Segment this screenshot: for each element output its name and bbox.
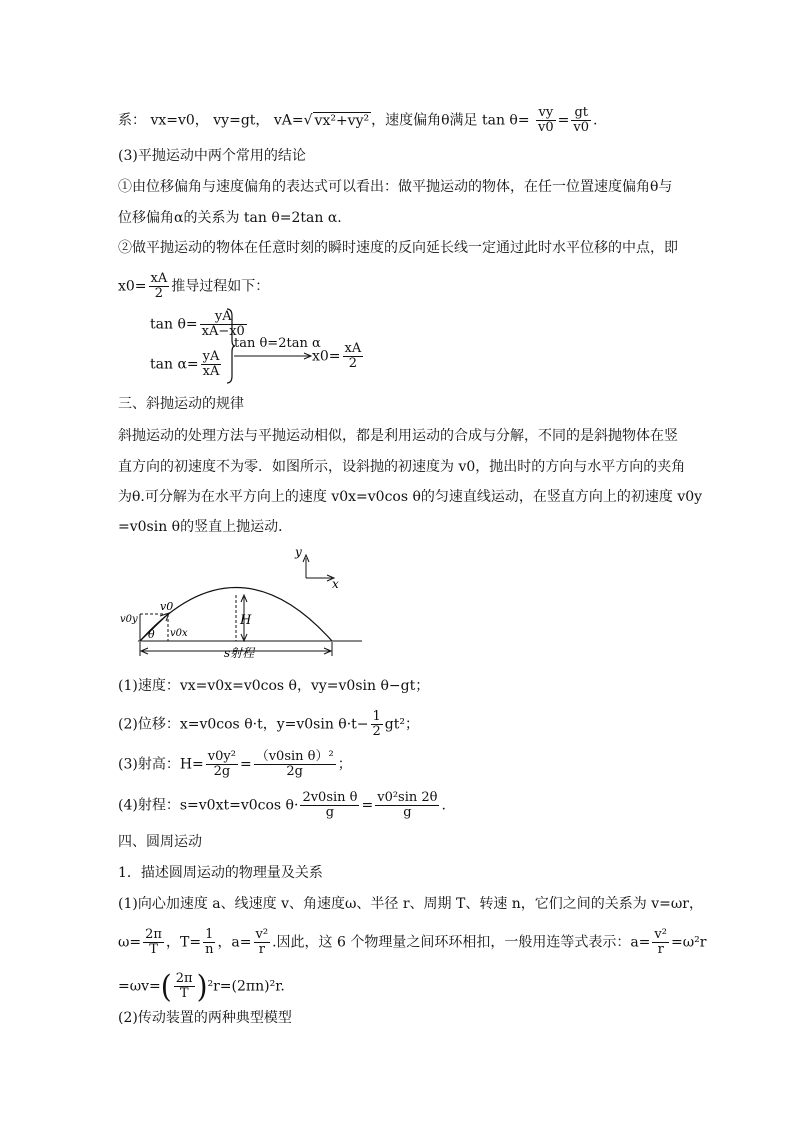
section-heading: 四、圆周运动 [118, 834, 202, 850]
velocity-relations-line: 系： vx=v0， vy=gt， vA=√ vx²+vy² ，速度偏角θ满足 tan θ= $\frac{vy}{v0}$ = $\frac{gt}{v0}$ . [118, 105, 598, 135]
section-heading: (3)平抛运动中两个常用的结论 [118, 148, 306, 164]
range-label: s射程 [224, 646, 255, 660]
derivation-block [150, 306, 370, 386]
paragraph-line: ②做平抛运动的物体在任意时刻的瞬时速度的反向延长线一定通过此时水平位移的中点，即 [118, 240, 678, 256]
paragraph-line: =v0sin θ的竖直上抛运动． [118, 519, 293, 535]
vx-equation: vx=v0， [150, 112, 209, 129]
fraction: $\frac{vy}{v0}$ [538, 105, 554, 135]
theta-label: θ [148, 628, 155, 641]
derivation-eq2: tan α= $\frac{yA}{xA}$ [150, 349, 220, 379]
vA-lhs: vA= [273, 112, 304, 129]
circular-relations-line2: =ωv=( $\frac{2\pi}{T}$ )²r=(2πn)²r. [118, 967, 285, 1005]
fraction: $\frac{gt}{v0}$ [573, 105, 590, 135]
y-axis-label: y [295, 545, 302, 559]
x0-line: x0= $\frac{xA}{2}$ 推导过程如下： [118, 271, 270, 301]
derivation-result: x0= $\frac{xA}{2}$ [312, 341, 362, 371]
paragraph-line: 斜抛运动的处理方法与平抛运动相似，都是利用运动的合成与分解，不同的是斜抛物体在竖 [118, 428, 678, 444]
subsection-heading: 1．描述圆周运动的物理量及关系 [118, 865, 323, 881]
paragraph-line: 为θ.可分解为在水平方向上的速度 v0x=v0cos θ的匀速直线运动，在竖直方向上的初速度 v0y [118, 489, 703, 505]
text: ，速度偏角θ满足 tan θ= [371, 112, 530, 129]
paragraph-line: 直方向的初速度不为零．如图所示，设斜抛的初速度为 v0，抛出时的方向与水平方向的夹角 [118, 459, 686, 475]
subsection-heading: (2)传动装置的两种典型模型 [118, 1010, 292, 1026]
text: 系： [118, 112, 146, 129]
formula-displacement: (2)位移：x=v0cos θ·t，y=v0sin θ·t− $\frac{1}{2}$ gt²； [118, 709, 419, 739]
arrow-label: tan θ=2tan α [234, 336, 321, 351]
formula-height: (3)射高：H= $\frac{\text{v0y²}}{2g}$ = $\frac{\text{（v0sin θ）²}}{2g}$ ； [118, 749, 352, 779]
height-label: H [240, 613, 252, 628]
formula-range: (4)射程：s=v0xt=v0cos θ· $\frac{\text{2v0sin θ}}{g}$ = $\frac{\text{v0²sin 2θ}}{g}$ . [118, 790, 446, 820]
v0-label: v0 [160, 600, 174, 613]
derivation-eq1: tan θ= $\frac{yA}{xA-x0}$ [150, 309, 245, 339]
v0x-label: v0x [170, 628, 188, 639]
paragraph-line: 位移偏角α的关系为 tan θ=2tan α. [118, 210, 342, 226]
paragraph-line: (1)向心加速度 a、线速度 v、角速度ω、半径 r、周期 T、转速 n，它们之间的关系为 v=ωr， [118, 896, 703, 912]
circular-relations-line: ω= $\frac{2\pi}{T}$ ，T= $\frac{1}{n}$ ，a= $\frac{\text{v²}}{r}$ .因此，这 6 个物理量之间环环相扣，一般用连等式表示：a= $\frac{\text{v²}}{r}$ =ω²r [118, 927, 707, 957]
vy-equation: vy=gt， [213, 112, 270, 129]
arrow-icon [234, 352, 314, 360]
paragraph-line: ①由位移偏角与速度偏角的表达式可以看出：做平抛运动的物体，在任一位置速度偏角θ与 [118, 179, 673, 195]
x-axis-label: x [332, 577, 339, 591]
sqrt-inner: vx²+vy² [314, 112, 370, 129]
v0y-label: v0y [120, 614, 138, 625]
projectile-figure [112, 542, 372, 662]
section-heading: 三、斜抛运动的规律 [118, 396, 244, 412]
formula-speed: (1)速度：vx=v0x=v0cos θ，vy=v0sin θ−gt； [118, 678, 430, 694]
